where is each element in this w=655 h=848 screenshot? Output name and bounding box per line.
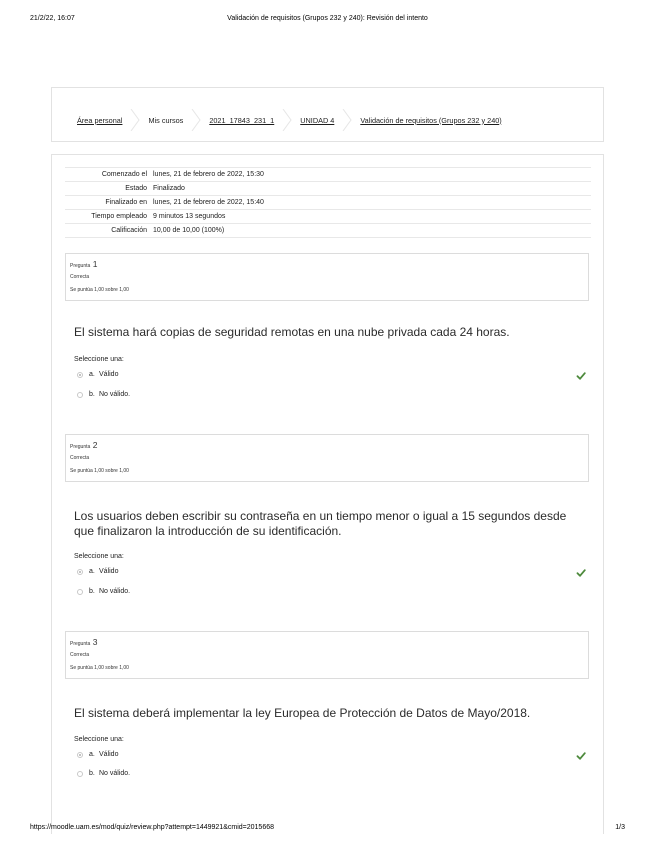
- question-label: [70, 440, 97, 450]
- print-url: https://moodle.uam.es/mod/quiz/review.php?attempt=1449921&cmid=2015668: [30, 824, 274, 831]
- question-label-text: Pregunta: [70, 641, 91, 647]
- question-number: 1: [92, 259, 98, 269]
- radio-button[interactable]: [77, 589, 83, 595]
- summary-value: 9 minutos 13 segundos: [151, 210, 591, 224]
- question-grade: Se puntúa 1,00 sobre 1,00: [70, 665, 129, 671]
- select-prompt: Seleccione una:: [74, 356, 124, 363]
- radio-button[interactable]: [77, 372, 83, 378]
- radio-button[interactable]: [77, 752, 83, 758]
- print-datetime: 21/2/22, 16:07: [30, 15, 75, 22]
- option-label: Válido: [99, 371, 119, 378]
- question-info-1: [65, 253, 589, 301]
- question-text-2: Los usuarios deben escribir su contraseña en un tiempo menor o igual a 15 segundos desde que finalizaron la introducción de su identificación.: [74, 509, 567, 538]
- option-a[interactable]: [77, 568, 118, 575]
- question-number: 2: [92, 440, 98, 450]
- option-letter: a.: [89, 371, 95, 378]
- option-label: Válido: [99, 568, 119, 575]
- question-label: [70, 637, 97, 647]
- option-letter: b.: [89, 588, 95, 595]
- summary-value: Finalizado: [151, 182, 591, 196]
- chevron-right-icon: [341, 109, 353, 131]
- breadcrumb-unit[interactable]: UNIDAD 4: [300, 115, 335, 125]
- radio-button[interactable]: [77, 392, 83, 398]
- print-page-title: Validación de requisitos (Grupos 232 y 240): Revisión del intento: [227, 15, 428, 22]
- option-label: Válido: [99, 751, 119, 758]
- breadcrumb-course[interactable]: 2021_17843_231_1: [209, 115, 275, 125]
- summary-value: lunes, 21 de febrero de 2022, 15:40: [151, 196, 591, 210]
- chevron-right-icon: [281, 109, 293, 131]
- option-a[interactable]: [77, 751, 118, 758]
- option-letter: a.: [89, 751, 95, 758]
- breadcrumb: [77, 109, 502, 131]
- breadcrumb-container: [51, 87, 604, 142]
- summary-key: Comenzado el: [65, 168, 151, 182]
- summary-row: [65, 210, 591, 224]
- chevron-right-icon: [190, 109, 202, 131]
- question-state: Correcta: [70, 652, 90, 658]
- question-info-3: [65, 631, 589, 679]
- summary-key: Calificación: [65, 224, 151, 238]
- question-text-3: El sistema deberá implementar la ley Europea de Protección de Datos de Mayo/2018.: [74, 706, 531, 720]
- option-label: No válido.: [99, 770, 131, 777]
- quiz-review-region: [51, 154, 604, 834]
- radio-button[interactable]: [77, 771, 83, 777]
- option-letter: b.: [89, 770, 95, 777]
- question-info-2: [65, 434, 589, 482]
- option-a[interactable]: [77, 371, 118, 378]
- check-icon: [576, 568, 586, 578]
- chevron-right-icon: [129, 109, 141, 131]
- check-icon: [576, 371, 586, 381]
- summary-row: [65, 196, 591, 210]
- summary-key: Finalizado en: [65, 196, 151, 210]
- summary-row: [65, 168, 591, 182]
- check-icon: [576, 751, 586, 761]
- breadcrumb-area-personal[interactable]: Área personal: [77, 115, 123, 125]
- breadcrumb-mis-cursos[interactable]: Mis cursos: [148, 115, 184, 125]
- question-state: Correcta: [70, 455, 90, 461]
- question-label-text: Pregunta: [70, 444, 91, 450]
- option-b[interactable]: [77, 588, 130, 595]
- select-prompt: Seleccione una:: [74, 553, 124, 560]
- summary-value: 10,00 de 10,00 (100%): [151, 224, 591, 238]
- select-prompt: Seleccione una:: [74, 736, 124, 743]
- summary-row: [65, 224, 591, 238]
- question-label-text: Pregunta: [70, 263, 91, 269]
- print-page-number: 1/3: [615, 824, 625, 831]
- summary-row: [65, 182, 591, 196]
- question-state: Correcta: [70, 274, 90, 280]
- option-letter: a.: [89, 568, 95, 575]
- question-text-1: El sistema hará copias de seguridad remotas en una nube privada cada 24 horas.: [74, 325, 510, 339]
- question-grade: Se puntúa 1,00 sobre 1,00: [70, 287, 129, 293]
- option-label: No válido.: [99, 588, 131, 595]
- breadcrumb-quiz[interactable]: Validación de requisitos (Grupos 232 y 240): [360, 115, 502, 125]
- attempt-summary-table: [65, 167, 591, 238]
- option-label: No válido.: [99, 391, 131, 398]
- option-letter: b.: [89, 391, 95, 398]
- question-number: 3: [92, 637, 98, 647]
- summary-key: Tiempo empleado: [65, 210, 151, 224]
- summary-value: lunes, 21 de febrero de 2022, 15:30: [151, 168, 591, 182]
- summary-key: Estado: [65, 182, 151, 196]
- question-label: [70, 259, 97, 269]
- option-b[interactable]: [77, 391, 130, 398]
- radio-button[interactable]: [77, 569, 83, 575]
- option-b[interactable]: [77, 770, 130, 777]
- question-grade: Se puntúa 1,00 sobre 1,00: [70, 468, 129, 474]
